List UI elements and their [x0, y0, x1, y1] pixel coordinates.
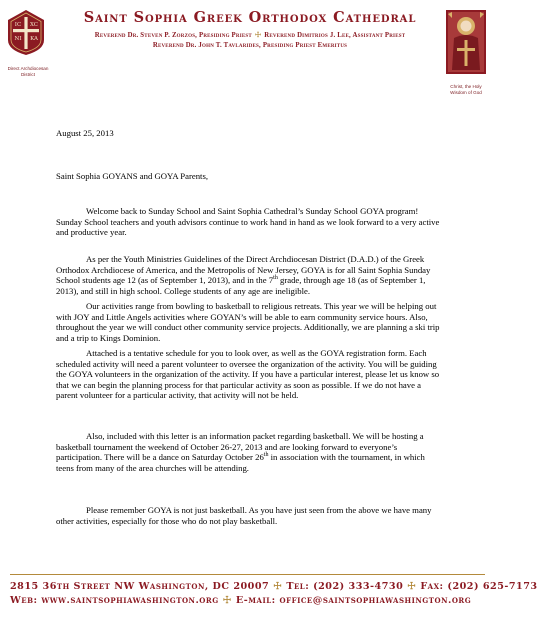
- icon-caption-line2: Wisdom of God: [450, 89, 482, 95]
- letter-date: August 25, 2013: [56, 128, 114, 138]
- paragraph-eligibility-a: As per the Youth Ministries Guidelines of the Direct Archdiocesan District (D.A.D.) of the Greek Orthodox Archdiocese of America, and the Metropolis of New Jersey, GOYA is for all Saint Sophia Sunday School students age 12 (as of September 1, 2013), and in the 7: [56, 254, 431, 286]
- paragraph-basketball-a: Also, included with this letter is an information packet regarding basketball. We will be hosting a basketball tournament the weekend of October 26-27, 2013 and are looking forward to everyone’s participation. There will be a dance on Saturday October 26: [56, 431, 424, 463]
- cross-separator-icon: ☩: [222, 595, 232, 606]
- paragraph-basketball-b: in association with the tournament, in which teens from many of the area churches will be attending.: [56, 452, 425, 473]
- icon-caption-line1: Christ, the Holy: [450, 84, 482, 89]
- paragraph-reminder: Please remember GOYA is not just basketball. As you have just seen from the above we have many other activities, especially for those who do not play basketball.: [56, 505, 432, 526]
- clergy-line-2: Reverend Dr. John T. Tavlarides, Presiding Priest Emeritus: [152, 42, 348, 49]
- footer-telephone: Tel: (202) 333-4730: [286, 581, 404, 592]
- seal-letter-xc: XC: [29, 22, 39, 28]
- ordinal-suffix: th: [273, 275, 278, 282]
- seal-caption-line2: District: [20, 71, 36, 77]
- cross-separator-icon: ☩: [273, 581, 283, 592]
- assistant-priest: Reverend Dimitrios J. Lee, Assistant Priest: [264, 32, 406, 39]
- footer-divider: [10, 574, 485, 575]
- footer-website-link[interactable]: Web: www.saintsophiawashington.org: [10, 595, 219, 606]
- seal-letter-ni: NI: [14, 36, 22, 42]
- christ-icon-image: [444, 8, 488, 76]
- seal-letter-ka: KA: [30, 36, 38, 42]
- footer-email-link[interactable]: E-mail: office@saintsophiawashington.org: [235, 595, 472, 606]
- letter-salutation: Saint Sophia GOYANS and GOYA Parents,: [56, 171, 209, 181]
- archdiocese-seal-logo: [6, 8, 46, 56]
- cathedral-name: Saint Sophia Greek Orthodox Cathedral: [83, 9, 417, 26]
- icon-caption: [440, 84, 492, 95]
- cross-separator-icon: ☩: [254, 32, 262, 39]
- cross-separator-icon: ☩: [407, 581, 417, 592]
- footer-address: 2815 36th Street NW Washington, DC 20007: [10, 581, 270, 592]
- seal-caption-line1: Direct Archdiocesan: [7, 66, 49, 71]
- presiding-priest: Reverend Dr. Steven P. Zorzos, Presiding Priest: [94, 32, 252, 39]
- footer-web-line: [10, 595, 485, 606]
- paragraph-activities: Our activities range from bowling to basketball to religious retreats. This year we will be helping out with JOY and Little Angels activities where GOYAN’s will be able to earn community service hours. Also, throughout the year we will conduct other community service projects. Additionally, we are planning a ski trip and a trip to Kings Dominion.: [56, 301, 440, 343]
- paragraph-eligibility: [56, 254, 444, 296]
- paragraph-welcome: Welcome back to Sunday School and Saint Sophia Cathedral’s Sunday School GOYA program! Sunday School teachers and youth advisors continue to work hand in hand as we look forward to a very active and productive year.: [56, 206, 440, 238]
- seal-caption: [2, 66, 54, 77]
- paragraph-basketball: [56, 431, 444, 473]
- ordinal-suffix: th: [263, 452, 269, 459]
- clergy-line-1: [64, 31, 436, 39]
- footer-contact-line: [10, 581, 538, 592]
- paragraph-eligibility-b: grade, through age 18 (as of September 1, 2013), and still in high school. College students of any age are ineligible.: [56, 275, 426, 296]
- paragraph-schedule: Attached is a tentative schedule for you to look over, as well as the GOYA registration form. Each scheduled activity will need a parent volunteer to oversee the organization of the activity. You will be guiding the GOYA volunteers in the organization of the activity. If you have a particular interest, please let us know so that we can begin the planning process for that particular activity as soon as possible. If we do not have a parent volunteer for a particular activity, that activity will not be held.: [56, 348, 440, 401]
- seal-letter-ic: IC: [14, 22, 22, 28]
- footer-fax: Fax: (202) 625-7173: [420, 581, 538, 592]
